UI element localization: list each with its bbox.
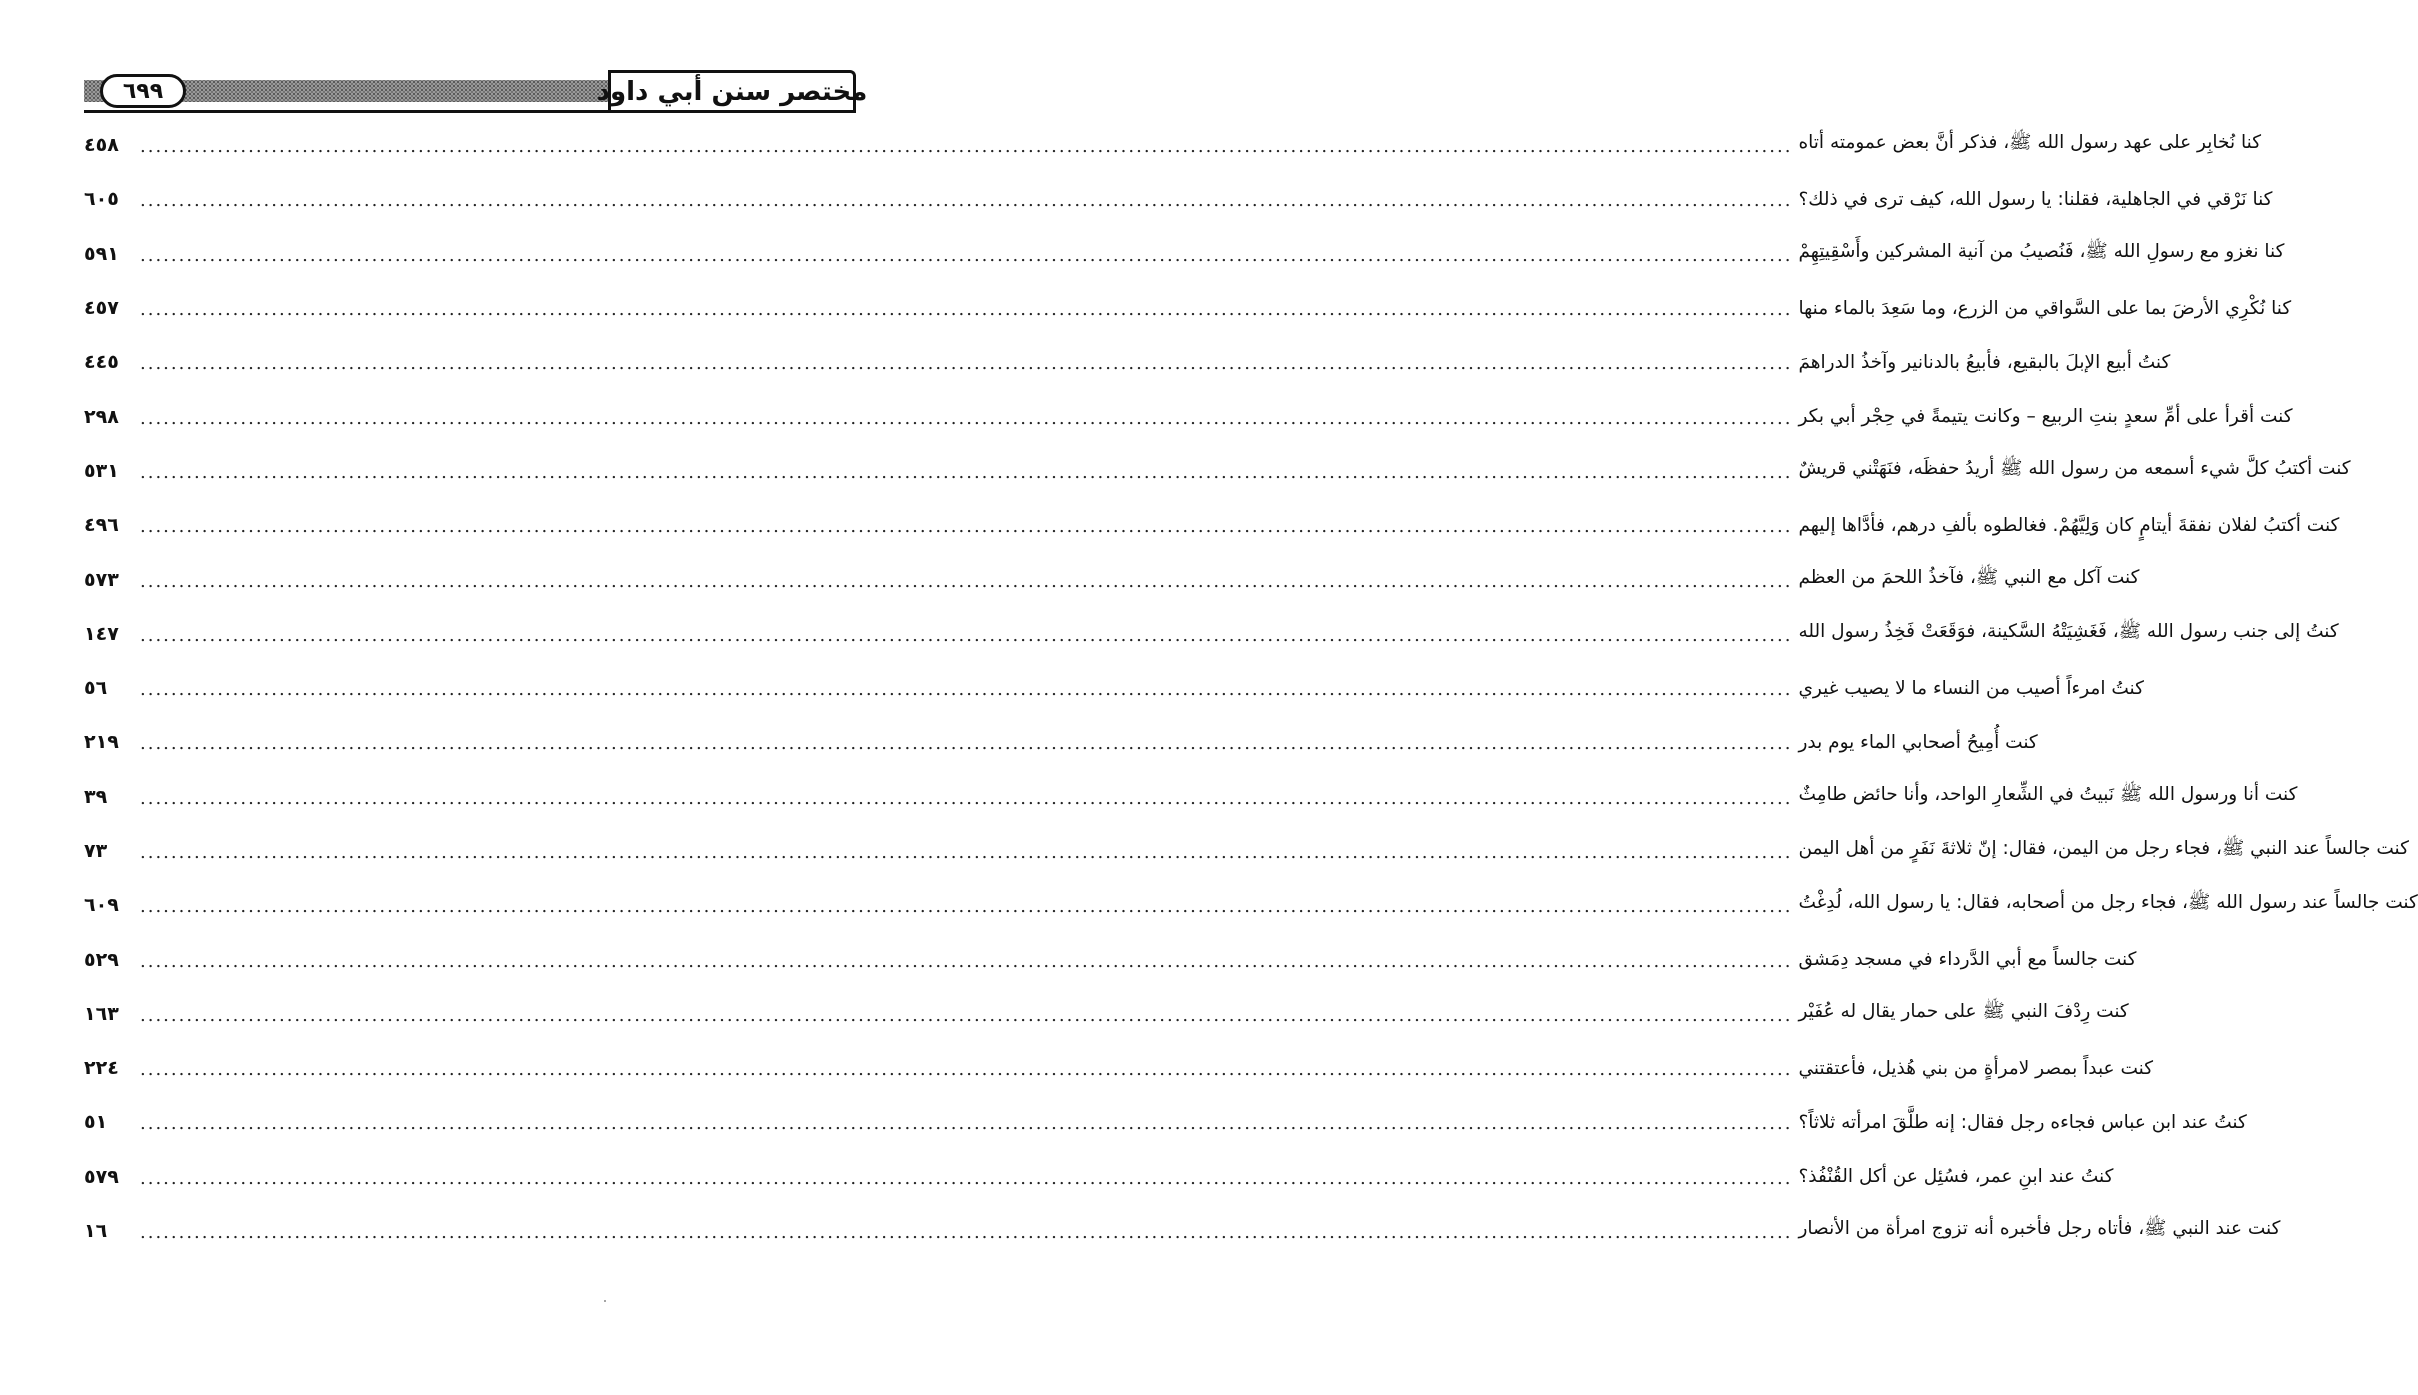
entry-text: كنت آكل مع النبي ﷺ، فآخذُ اللحمَ من العظم <box>1798 566 2140 588</box>
index-entry <box>84 552 2140 606</box>
index-entry <box>84 444 2351 498</box>
index-entry <box>84 715 2038 769</box>
entry-page-ref: ٦٠٥ <box>84 188 119 211</box>
index-entry <box>84 1095 2247 1149</box>
leader-dots <box>140 949 1792 971</box>
entry-page-ref: ٢٩٨ <box>84 405 119 428</box>
entry-text: كنت أقرأ على أمِّ سعدٍ بنتِ الربيع – وكانت يتيمةً في حِجْر أبي بكر <box>1798 406 2293 428</box>
entry-text: كنتُ عند ابن عباس فجاءه رجل فقال: إنه طلَّقَ امرأته ثلاثاً؟ <box>1798 1111 2247 1133</box>
page-number-frame <box>100 74 186 108</box>
hadith-index-list <box>84 118 2418 1258</box>
entry-text: كنت عبداً بمصر لامرأةٍ من بني هُذيل، فأعتقتني <box>1798 1057 2154 1079</box>
index-entry <box>84 878 2418 932</box>
leader-dots <box>140 460 1792 482</box>
index-entry <box>84 1150 2114 1204</box>
entry-text: كنا نُخابِر على عهد رسول الله ﷺ، فذكر أنَّ بعض عمومته أتاه <box>1798 132 2262 154</box>
leader-dots <box>140 786 1792 808</box>
entry-page-ref: ٦٠٩ <box>84 894 119 917</box>
index-entry <box>84 118 2262 172</box>
entry-text: كنتُ أبيع الإبلَ بالبقيع، فأبيعُ بالدنانير وآخذُ الدراهمَ <box>1798 351 2171 373</box>
print-speck <box>604 1300 606 1302</box>
entry-page-ref: ١٤٧ <box>84 622 119 645</box>
entry-text: كنت رِدْفَ النبي ﷺ على حمار يقال له عُفَيْر <box>1798 1000 2129 1022</box>
leader-dots <box>140 894 1792 916</box>
index-entry <box>84 1041 2154 1095</box>
entry-page-ref: ٥٩١ <box>84 242 119 265</box>
leader-dots <box>140 188 1792 210</box>
leader-dots <box>140 1220 1792 1242</box>
entry-text: كنت أكتبُ لفلان نفقةَ أيتامٍ كان وَلِيَّهُمْ. فغالطوه بألفِ درهم، فأدَّاها إليهم <box>1798 514 2340 536</box>
index-entry <box>84 281 2292 335</box>
leader-dots <box>140 1111 1792 1133</box>
entry-page-ref: ٢٢٤ <box>84 1057 119 1080</box>
leader-dots <box>140 677 1792 699</box>
index-entry <box>84 227 2285 281</box>
leader-dots <box>140 1057 1792 1079</box>
entry-page-ref: ٥٢٩ <box>84 948 119 971</box>
leader-dots <box>140 1003 1792 1025</box>
leader-dots <box>140 731 1792 753</box>
entry-text: كنتُ إلى جنب رسول الله ﷺ، فَغَشِيَتْهُ السَّكينة، فوَقَعَتْ فَخِذُ رسول الله <box>1798 620 2339 642</box>
entry-page-ref: ٤٥٧ <box>84 297 119 320</box>
entry-page-ref: ٧٣ <box>84 840 108 862</box>
entry-text: كنت أُمِيحُ أصحابي الماء يوم بدر <box>1798 731 2038 753</box>
entry-page-ref: ٥٧٩ <box>84 1165 119 1188</box>
entry-text: كنا نغزو مع رسولِ الله ﷺ، فَنُصيبُ من آنية المشركين وأَسْقِيتِهِمْ <box>1798 240 2285 262</box>
entry-text: كنت عند النبي ﷺ، فأتاه رجل فأخبره أنه تزوج امرأة من الأنصار <box>1798 1218 2281 1240</box>
book-title: مختصر سنن أبي داود <box>596 76 868 107</box>
entry-text: كنت أنا ورسول الله ﷺ نَبيتُ في الشِّعارِ الواحد، وأنا حائض طامِثٌ <box>1798 783 2298 805</box>
entry-page-ref: ٢١٩ <box>84 731 119 754</box>
index-entry <box>84 1204 2281 1258</box>
leader-dots <box>140 351 1792 373</box>
index-entry <box>84 987 2129 1041</box>
index-entry <box>84 335 2171 389</box>
index-entry <box>84 661 2144 715</box>
index-entry <box>84 498 2340 552</box>
entry-text: كنت جالساً مع أبي الدَّرداء في مسجد دِمَشق <box>1798 949 2137 971</box>
entry-page-ref: ٤٥٨ <box>84 134 119 157</box>
entry-text: كنت أكتبُ كلَّ شيء أسمعه من رسول الله ﷺ أريدُ حفظَه، فنَهَتْني قريشٌ <box>1798 457 2351 479</box>
leader-dots <box>140 569 1792 591</box>
entry-page-ref: ٣٩ <box>84 785 108 808</box>
entry-page-ref: ٥١ <box>84 1111 108 1134</box>
index-entry <box>84 607 2339 661</box>
entry-text: كنت جالساً عند النبي ﷺ، فجاء رجل من اليمن، فقال: إنّ ثلاثةَ نَفَرٍ من أهل اليمن <box>1798 838 2409 859</box>
index-entry <box>84 932 2137 986</box>
book-title-frame <box>596 70 868 110</box>
index-entry <box>84 172 2273 226</box>
entry-page-ref: ٥٧٣ <box>84 568 119 591</box>
leader-dots <box>140 243 1792 265</box>
leader-dots <box>140 134 1792 156</box>
leader-dots <box>140 840 1792 862</box>
leader-dots <box>140 406 1792 428</box>
entry-text: كنا نَرْقي في الجاهلية، فقلنا: يا رسول الله، كيف ترى في ذلك؟ <box>1798 188 2273 210</box>
entry-page-ref: ٥٦ <box>84 677 108 700</box>
page-header <box>84 70 868 112</box>
entry-page-ref: ٥٣١ <box>84 459 119 482</box>
page-number: ٦٩٩ <box>122 78 164 104</box>
entry-text: كنت جالساً عند رسول الله ﷺ، فجاء رجل من أصحابه، فقال: يا رسول الله، لُدِغْتُ <box>1798 892 2418 914</box>
leader-dots <box>140 514 1792 536</box>
leader-dots <box>140 297 1792 319</box>
entry-text: كنا نُكْرِي الأرضَ بما على السَّواقي من الزرع، وما سَعِدَ بالماء منها <box>1798 297 2292 319</box>
header-rule <box>84 110 856 113</box>
entry-page-ref: ٤٩٦ <box>84 514 119 537</box>
entry-page-ref: ٤٤٥ <box>84 351 119 374</box>
index-entry <box>84 824 2409 878</box>
leader-dots <box>140 623 1792 645</box>
index-entry <box>84 770 2298 824</box>
entry-text: كنتُ عند ابنِ عمر، فسُئِل عن أكل القُنْفُذ؟ <box>1798 1166 2114 1188</box>
entry-text: كنتُ امرءاً أصيب من النساء ما لا يصيب غيري <box>1798 677 2144 699</box>
index-entry <box>84 389 2293 443</box>
entry-page-ref: ١٦ <box>84 1220 108 1243</box>
entry-page-ref: ١٦٣ <box>84 1002 119 1025</box>
leader-dots <box>140 1166 1792 1188</box>
